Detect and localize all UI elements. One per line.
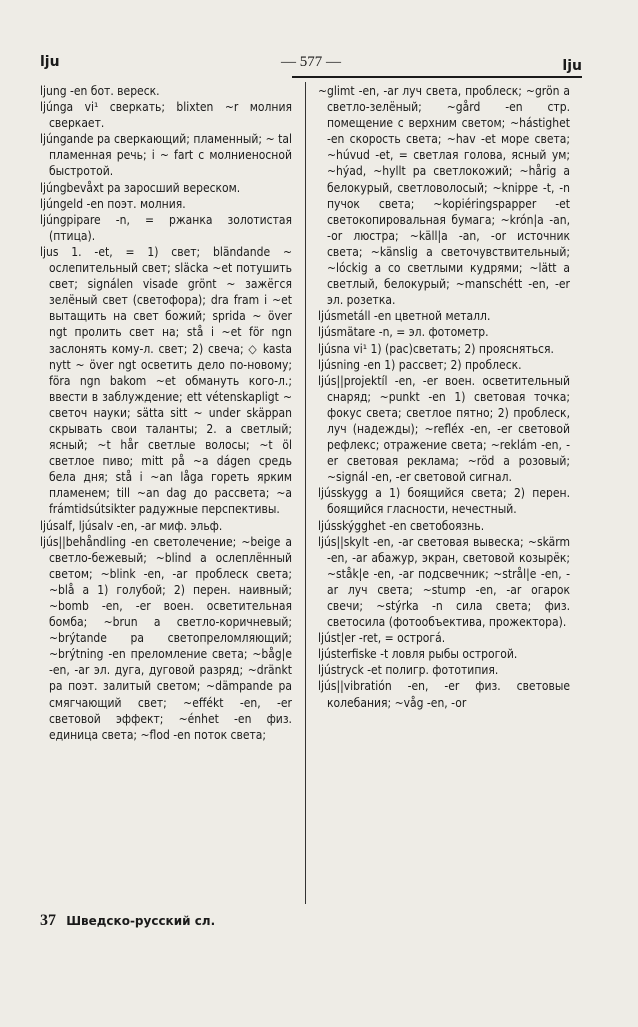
dictionary-entry: ljússkýgghet -en светобоязнь. bbox=[318, 518, 485, 533]
dictionary-entry: ljúst|er -ret, = острогá. bbox=[318, 631, 446, 646]
dictionary-entry: ljús||projektíl -en, -er воен. осветительный снаряд; ~punkt -en 1) световая точка; фокус света; светлое пятно; 2) проблеск, луч (надежды); ~refléx -en, -er световой рефлекс; отражение света; ~reklám -en, -er световая реклама; ~röd a розовый; ~signál -en, -er световой сигнал. bbox=[318, 373, 570, 485]
dictionary-entry: ljúngande pa сверкающий; пламенный; ~ tal пламенная речь; i ~ fart с молниеносной быстротой. bbox=[40, 132, 292, 179]
column-divider bbox=[305, 82, 306, 904]
page-number: — 577 — bbox=[281, 54, 341, 70]
dictionary-entry: ljung -en бот. вереск. bbox=[40, 84, 160, 98]
dictionary-entry: ljússkygg a 1) боящийся света; 2) перен. боящийся гласности, нечестный. bbox=[318, 486, 570, 517]
sheet-number: 37 bbox=[40, 912, 56, 929]
right-column bbox=[318, 83, 570, 711]
dictionary-entry: ljús||behåndling -en светолечение; ~beige a светло-бежевый; ~blind a ослеплённый светом; ~blink -en, -ar проблеск света; ~blå a 1) голубой; 2) перен. наивный; ~bomb -en, -er воен. осветительная бомба; ~brun a светло-коричневый; ~brýtande pa светопреломляющий; ~brýtning -en преломление света; ~båg|e -en, -ar эл. дуга, дуговой разряд; ~dränkt pa поэт. залитый светом; ~dämpande pa смягчающий свет; ~effékt -en, -er световой эффект; ~énhet -en физ. единица света; ~flod -en поток света; bbox=[40, 534, 292, 742]
dictionary-entry: ljústerfiske -t ловля рыбы острогой. bbox=[318, 647, 518, 662]
dictionary-entry: ljúngbevåxt pa заросший вереском. bbox=[40, 180, 241, 195]
dictionary-entry: ljús||vibratión -en, -er физ. световые колебания; ~våg -en, -or bbox=[318, 679, 570, 710]
dictionary-entry: ljus 1. -et, = 1) свет; bländande ~ ослепительный свет; släcka ~et потушить свет; signálen visade grönt ~ зажёгся зелёный свет (светофора); dra fram i ~et вытащить на свет божий; sprida ~ över ngt пролить свет на; stå i ~et för ngn заслонять кому-л. свет; 2) свеча; ◇ kasta nytt ~ över ngt осветить дело по-новому; föra ngn bakom ~et обмануть кого-л.; ввести в заблуждение; ett vétenskapligt ~ светоч науки; sätta sitt ~ under skäppan скрывать свои таланты; 2. a светлый; ясный; ~t hår светлые волосы; ~t öl светлое пиво; mitt på ~a dágen средь бела дня; stå i ~an låga гореть ярким пламенем; till ~an dag до рассвета; ~a frámtidsútsikter радужные перспективы. bbox=[40, 244, 292, 517]
page-footer bbox=[40, 912, 215, 930]
dictionary-entry: ljúsna vi¹ 1) (рас)светать; 2) проясняться. bbox=[318, 341, 554, 356]
dictionary-entry: ~glimt -en, -ar луч света, проблеск; ~grön a светло-зелёный; ~gård -en стр. помещение с верхним светом; ~hástighet -en скорость света; ~hav -et море света; ~húvud -et, = светлая голова, ясный ум; ~hýad, ~hyllt pa светлокожий; ~hårig a белокурый, светловолосый; ~knippe -t, -n пучок света; ~kopiéringspapper -et светокопировальная бумага; ~krón|a -an, -or люстра; ~käll|a -an, -or источник света; ~känslig a светочувствительный; ~lóckig a со светлыми кудрями; ~lätt a светлый, белокурый; ~manschétt -en, -er эл. розетка. bbox=[318, 84, 570, 308]
dictionary-entry: ljúnga vi¹ сверкать; blixten ~r молния сверкает. bbox=[40, 100, 292, 131]
dictionary-entry: ljúsalf, ljúsalv -en, -ar миф. эльф. bbox=[40, 518, 223, 533]
dictionary-entry: ljús||skylt -en, -ar световая вывеска; ~skärm -en, -ar абажур, экран, световой козырёк; ~ståk|e -en, -ar подсвечник; ~strål|e -en, -ar луч света; ~stump -en, -ar огарок свечи; ~stýrka -n сила света; физ. светосила (фотообъектива, прожектора). bbox=[318, 534, 570, 630]
page-header bbox=[40, 52, 582, 76]
header-rule bbox=[292, 76, 582, 78]
dictionary-entry: ljúngeld -en поэт. молния. bbox=[40, 196, 186, 211]
left-column bbox=[40, 83, 292, 743]
dictionary-entry: ljústryck -et полигр. фототипия. bbox=[318, 663, 499, 678]
dictionary-entry: ljúsmetáll -en цветной металл. bbox=[318, 309, 491, 324]
header-right-word: lju bbox=[562, 58, 582, 74]
dictionary-entry: ljúngpipare -n, = ржанка золотистая (птица). bbox=[40, 212, 292, 243]
dictionary-entry: ljúsning -en 1) рассвет; 2) проблеск. bbox=[318, 357, 522, 372]
sheet-title: Шведско-русский сл. bbox=[66, 914, 216, 928]
dictionary-entry: ljúsmätare -n, = эл. фотометр. bbox=[318, 325, 489, 340]
header-left-word: lju bbox=[40, 54, 60, 70]
